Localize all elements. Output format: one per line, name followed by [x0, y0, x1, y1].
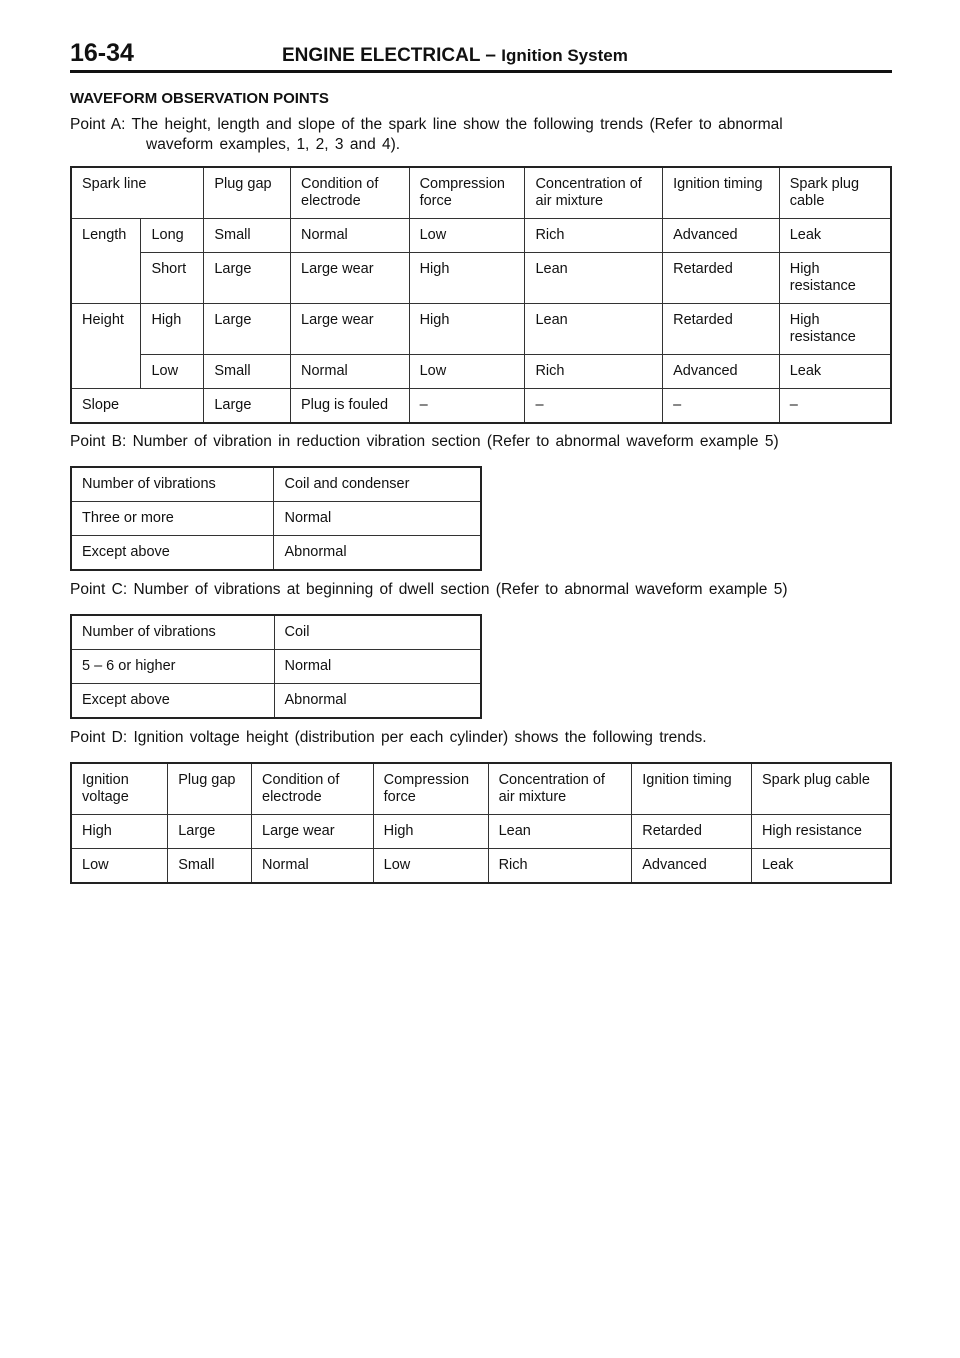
table-a-header: Plug gap: [204, 167, 291, 219]
table-cell: Low: [373, 849, 488, 884]
table-row: [71, 650, 481, 684]
table-cell: Abnormal: [274, 684, 481, 719]
table-d-header-row: [71, 763, 891, 815]
table-c: [70, 614, 482, 719]
table-cell: High: [409, 304, 525, 355]
table-cell: High resistance: [779, 304, 891, 355]
row-sub-label: High: [141, 304, 204, 355]
table-a-header: Condition of electrode: [291, 167, 410, 219]
table-cell: Advanced: [632, 849, 752, 884]
point-d-label: Point D:: [70, 729, 128, 746]
point-d-paragraph: [70, 728, 707, 748]
table-a-header: Spark plug cable: [779, 167, 891, 219]
row-sub-label: Long: [141, 219, 204, 253]
table-d-header: Plug gap: [168, 763, 252, 815]
point-b-label: Point B:: [70, 433, 127, 450]
point-a-text-line2: waveform examples, 1, 2, 3 and 4).: [146, 136, 401, 153]
table-row: [71, 684, 481, 719]
table-cell: Retarded: [632, 815, 752, 849]
table-cell: Leak: [751, 849, 891, 884]
table-d-header: Compression force: [373, 763, 488, 815]
table-b-header-row: [71, 467, 481, 502]
point-d-text: Ignition voltage height (distribution per each cylinder) shows the following trends.: [133, 729, 707, 746]
table-cell: Normal: [291, 355, 410, 389]
table-d-header: Ignition timing: [632, 763, 752, 815]
point-c-paragraph: [70, 580, 788, 600]
table-cell: Retarded: [663, 253, 780, 304]
row-group-label: Height: [71, 304, 141, 355]
table-d: [70, 762, 892, 884]
table-cell: Lean: [488, 815, 632, 849]
table-row: [71, 253, 891, 304]
table-cell: Small: [204, 219, 291, 253]
point-c-text: Number of vibrations at beginning of dwell section (Refer to abnormal waveform example 5): [133, 581, 788, 598]
row-group-label: [71, 253, 141, 304]
table-d-header: Condition of electrode: [252, 763, 374, 815]
row-sub-label: Short: [141, 253, 204, 304]
table-b: [70, 466, 482, 571]
table-cell: Large wear: [291, 304, 410, 355]
table-cell: Large wear: [291, 253, 410, 304]
table-row: [71, 536, 481, 571]
table-a-header-row: [71, 167, 891, 219]
table-cell: Large: [204, 253, 291, 304]
table-cell: 5 – 6 or higher: [71, 650, 274, 684]
table-cell: Lean: [525, 253, 663, 304]
table-cell: Three or more: [71, 502, 274, 536]
table-cell: –: [525, 389, 663, 424]
table-cell: –: [663, 389, 780, 424]
header-rule: [70, 70, 892, 73]
table-cell: High: [373, 815, 488, 849]
row-sub-label: Low: [141, 355, 204, 389]
table-cell: Low: [71, 849, 168, 884]
table-cell: Normal: [252, 849, 374, 884]
table-a-header: Spark line: [71, 167, 204, 219]
table-cell: Normal: [274, 502, 481, 536]
table-row: [71, 304, 891, 355]
table-cell: Advanced: [663, 219, 780, 253]
point-a-label: Point A:: [70, 116, 126, 133]
table-d-header: Ignition voltage: [71, 763, 168, 815]
table-c-header: Coil: [274, 615, 481, 650]
table-cell: Rich: [525, 355, 663, 389]
table-cell: Small: [168, 849, 252, 884]
table-cell: Except above: [71, 684, 274, 719]
table-cell: Abnormal: [274, 536, 481, 571]
point-a-paragraph: [70, 115, 783, 155]
table-b-header: Number of vibrations: [71, 467, 274, 502]
table-cell: Plug is fouled: [291, 389, 410, 424]
table-cell: Rich: [488, 849, 632, 884]
section-title: WAVEFORM OBSERVATION POINTS: [70, 90, 329, 107]
point-b-text: Number of vibration in reduction vibration section (Refer to abnormal waveform example 5): [132, 433, 779, 450]
table-cell: Low: [409, 219, 525, 253]
table-c-header-row: [71, 615, 481, 650]
table-cell: High resistance: [751, 815, 891, 849]
table-cell: Except above: [71, 536, 274, 571]
point-c-label: Point C:: [70, 581, 128, 598]
section-subtitle: Ignition System: [501, 46, 628, 65]
table-cell: High: [409, 253, 525, 304]
table-a: [70, 166, 892, 424]
point-a-text-line1: The height, length and slope of the spark line show the following trends (Refer to abnormal: [131, 116, 783, 133]
table-cell: Large: [204, 304, 291, 355]
chapter-title: ENGINE ELECTRICAL –: [282, 45, 502, 66]
table-cell: Advanced: [663, 355, 780, 389]
table-d-header: Spark plug cable: [751, 763, 891, 815]
table-a-header: Ignition timing: [663, 167, 780, 219]
page-header: [70, 38, 892, 74]
table-row: [71, 815, 891, 849]
table-cell: Large: [168, 815, 252, 849]
table-cell: –: [779, 389, 891, 424]
table-a-header: Concentration of air mixture: [525, 167, 663, 219]
table-row: [71, 355, 891, 389]
table-cell: Large wear: [252, 815, 374, 849]
row-group-label: Length: [71, 219, 141, 253]
page-number: 16-34: [70, 39, 134, 67]
table-d-header: Concentration of air mixture: [488, 763, 632, 815]
table-cell: Normal: [291, 219, 410, 253]
table-cell: Large: [204, 389, 291, 424]
table-row: [71, 389, 891, 424]
table-row: [71, 219, 891, 253]
table-row: [71, 849, 891, 884]
table-a-header: Compression force: [409, 167, 525, 219]
table-cell: High: [71, 815, 168, 849]
table-b-header: Coil and condenser: [274, 467, 481, 502]
page-title: [282, 44, 628, 68]
table-cell: Small: [204, 355, 291, 389]
table-cell: –: [409, 389, 525, 424]
table-cell: Retarded: [663, 304, 780, 355]
row-group-label: Slope: [71, 389, 204, 424]
table-cell: Normal: [274, 650, 481, 684]
table-cell: Lean: [525, 304, 663, 355]
table-cell: Low: [409, 355, 525, 389]
table-cell: High resistance: [779, 253, 891, 304]
table-cell: Leak: [779, 219, 891, 253]
table-cell: Rich: [525, 219, 663, 253]
row-group-label: [71, 355, 141, 389]
table-cell: Leak: [779, 355, 891, 389]
table-row: [71, 502, 481, 536]
table-c-header: Number of vibrations: [71, 615, 274, 650]
point-b-paragraph: [70, 432, 779, 452]
